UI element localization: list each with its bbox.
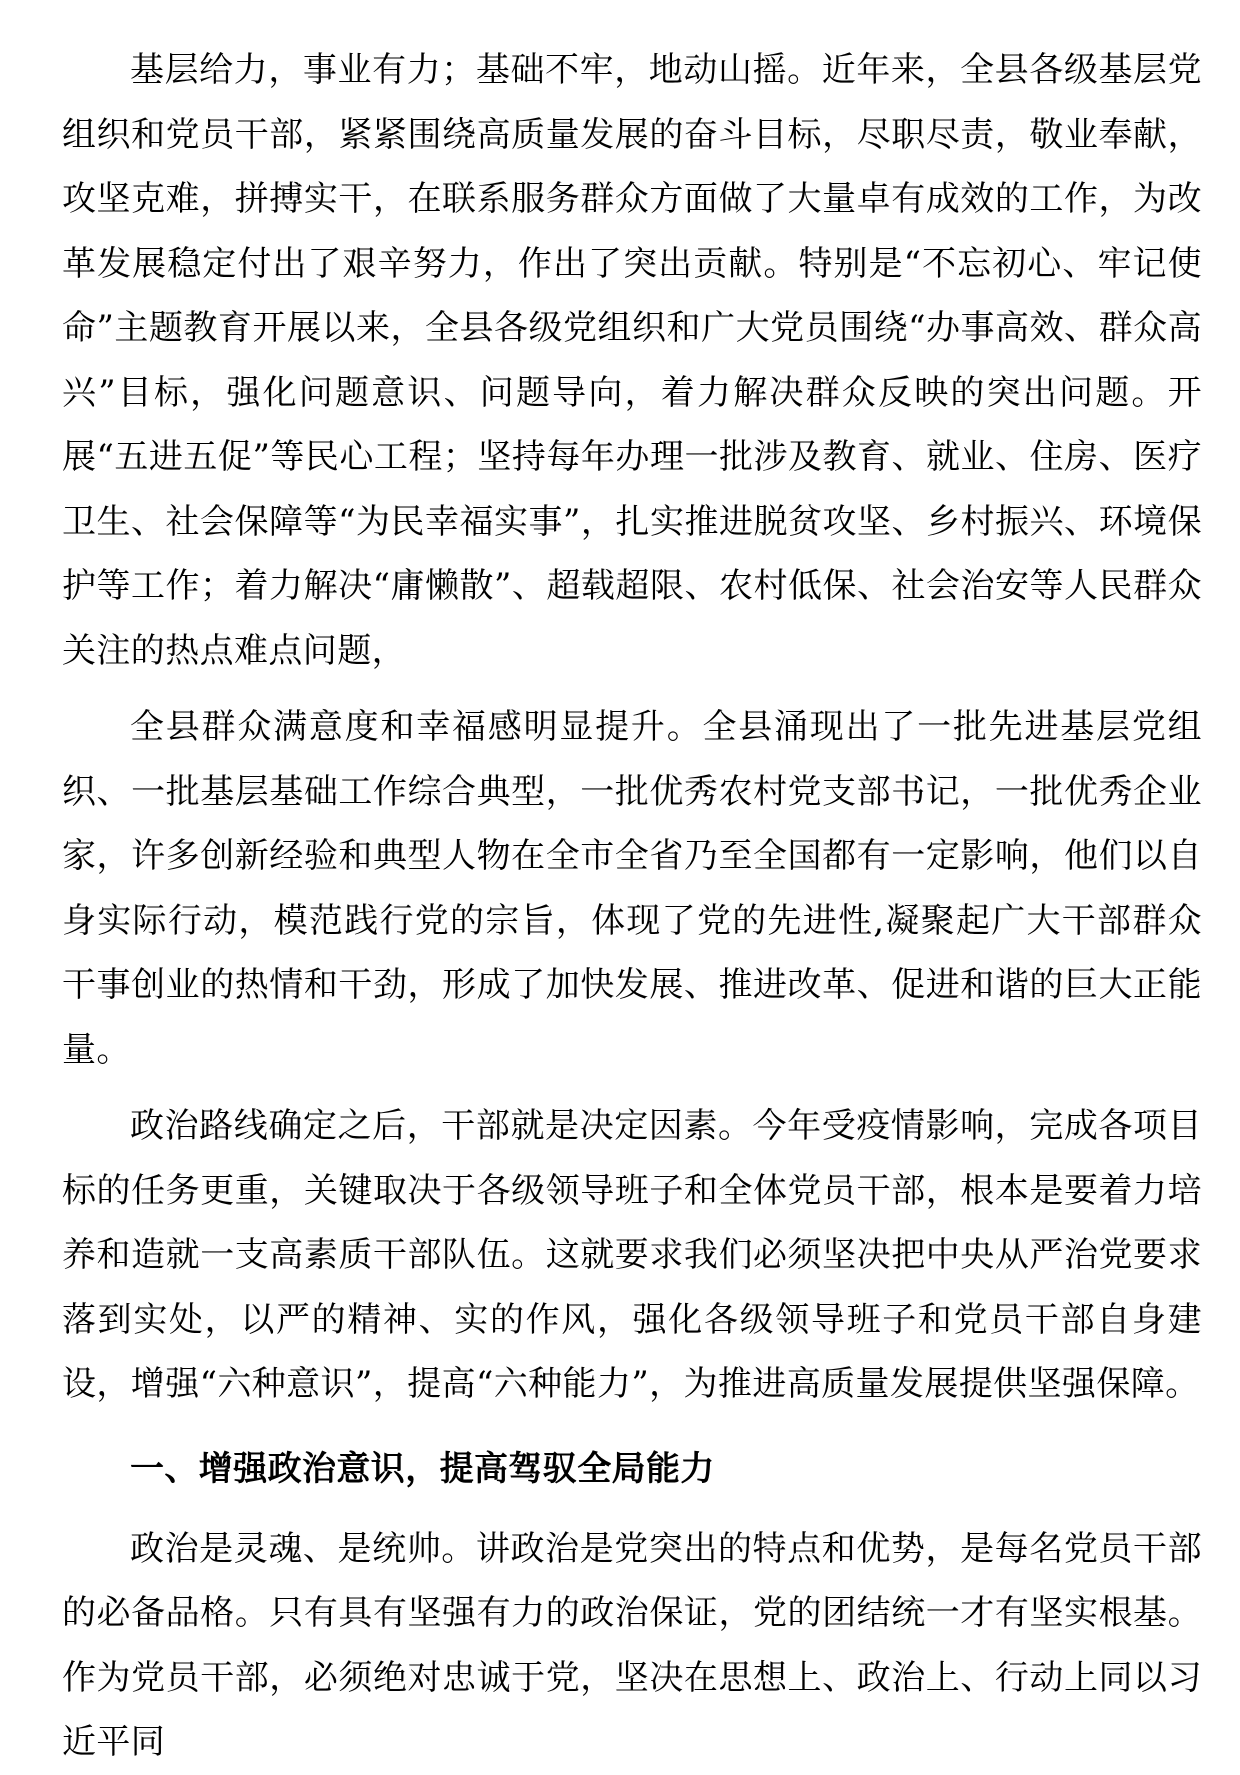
paragraph-cadres: 政治路线确定之后，干部就是决定因素。今年受疫情影响，完成各项目标的任务更重，关键取决于各级领导班子和全体党员干部，根本是要着力培养和造就一支高素质干部队伍。这就要求我们必须坚决把中央从严治党要求落到实处，以严的精神、实的作风，强化各级领导班子和党员干部自身建设，增强“六种意识”，提高“六种能力”，为推进高质量发展提供坚强保障。: [62, 1106, 1202, 1404]
paragraph-politics: 政治是灵魂、是统帅。讲政治是党突出的特点和优势，是每名党员干部的必备品格。只有具有坚强有力的政治保证，党的团结统一才有坚实根基。作为党员干部，必须绝对忠诚于党，坚决在思想上、政治上、行动上同以习近平同: [62, 1528, 1202, 1762]
paragraph-grassroots: 基层给力，事业有力；基础不牢，地动山摇。近年来，全县各级基层党组织和党员干部，紧紧围绕高质量发展的奋斗目标，尽职尽责，敬业奉献，攻坚克难，拼搏实干，在联系服务群众方面做了大量卓有成效的工作，为改革发展稳定付出了艰辛努力，作出了突出贡献。特别是“不忘初心、牢记使命”主题教育开展以来，全县各级党组织和广大党员围绕“办事高效、群众高兴”目标，强化问题意识、问题导向，着力解决群众反映的突出问题。开展“五进五促”等民心工程；坚持每年办理一批涉及教育、就业、住房、医疗卫生、社会保障等“为民幸福实事”，扎实推进脱贫攻坚、乡村振兴、环境保护等工作；着力解决“庸懒散”、超载超限、农村低保、社会治安等人民群众关注的热点难点问题，: [62, 50, 1202, 671]
section-heading: 一、增强政治意识，提高驾驭全局能力: [130, 1448, 715, 1489]
paragraph-satisfaction: 全县群众满意度和幸福感明显提升。全县涌现出了一批先进基层党组织、一批基层基础工作综合典型，一批优秀农村党支部书记，一批优秀企业家，许多创新经验和典型人物在全市全省乃至全国都有一定影响，他们以自身实际行动，模范践行党的宗旨，体现了党的先进性,凝聚起广大干部群众干事创业的热情和干劲，形成了加快发展、推进改革、促进和谐的巨大正能量。: [62, 707, 1202, 1070]
document-body: [62, 38, 1202, 1775]
